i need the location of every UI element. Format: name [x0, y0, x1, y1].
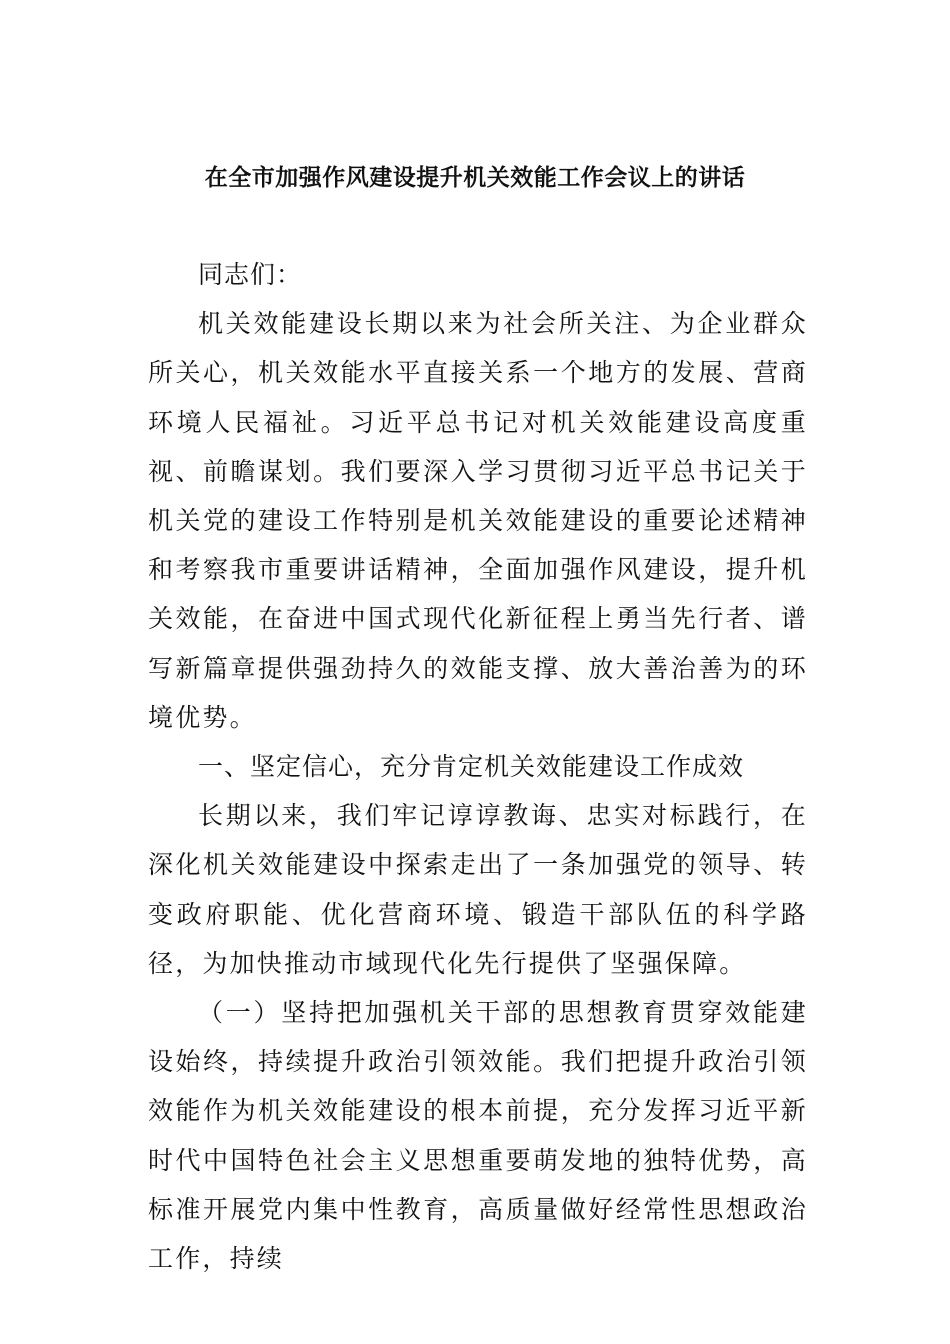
document-title: 在全市加强作风建设提升机关效能工作会议上的讲话 — [204, 164, 746, 191]
paragraph-subsection-1: （一）坚持把加强机关干部的思想教育贯穿效能建设始终，持续提升政治引领效能。我们把提升政治引领效能作为机关效能建设的根本前提，充分发挥习近平新时代中国特色社会主义思想重要萌发地的独特优势，高标准开展党内集中性教育，高质量做好经常性思想政治工作，持续 — [148, 998, 808, 1274]
paragraph-section-1: 长期以来，我们牢记谆谆教诲、忠实对标践行，在深化机关效能建设中探索走出了一条加强党的领导、转变政府职能、优化营商环境、锻造干部队伍的科学路径，为加快推动市域现代化先行提供了坚强保障。 — [148, 801, 808, 978]
document-body — [148, 250, 808, 1283]
salutation: 同志们： — [198, 260, 303, 289]
section-heading-1: 一、坚定信心，充分肯定机关效能建设工作成效 — [198, 752, 745, 782]
paragraph-intro: 机关效能建设长期以来为社会所关注、为企业群众所关心，机关效能水平直接关系一个地方的发展、营商环境人民福祉。习近平总书记对机关效能建设高度重视、前瞻谋划。我们要深入学习贯彻习近平总书记关于机关党的建设工作特别是机关效能建设的重要论述精神和考察我市重要讲话精神，全面加强作风建设，提升机关效能，在奋进中国式现代化新征程上勇当先行者、谱写新篇章提供强劲持久的效能支撑、放大善治善为的环境优势。 — [148, 309, 808, 732]
